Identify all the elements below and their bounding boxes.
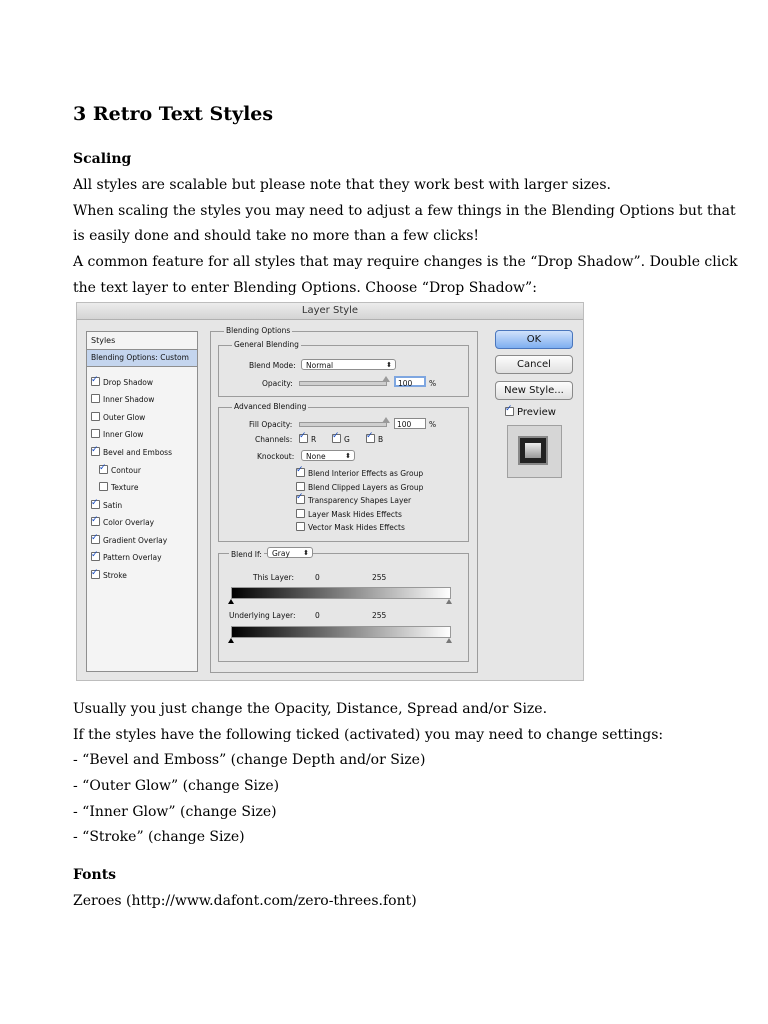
advanced-option-label: Transparency Shapes Layer <box>308 496 412 505</box>
underlying-white-handle[interactable] <box>446 638 452 643</box>
this-layer-black-handle[interactable] <box>228 599 234 604</box>
blending-options-item[interactable]: Blending Options: Custom <box>87 350 197 367</box>
style-item[interactable] <box>91 377 153 389</box>
blend-if-label: Blend If: <box>231 550 262 559</box>
bullet-item: - “Outer Glow” (change Size) <box>73 778 280 794</box>
style-item-checkbox[interactable] <box>91 517 100 526</box>
opacity-input[interactable]: 100 <box>394 376 426 387</box>
styles-header: Styles <box>87 332 197 350</box>
advanced-option[interactable] <box>296 468 423 478</box>
channel-r-checkbox[interactable] <box>299 434 308 443</box>
blend-mode-select[interactable] <box>301 359 396 370</box>
style-item[interactable] <box>91 447 172 459</box>
general-blending-legend: General Blending <box>234 340 299 349</box>
paragraph-3b: the text layer to enter Blending Options. Choose “Drop Shadow”: <box>73 280 537 296</box>
opacity-slider-thumb[interactable] <box>382 376 390 382</box>
preview-swatch <box>518 436 548 465</box>
style-item[interactable] <box>91 517 154 529</box>
cancel-button[interactable]: Cancel <box>495 355 573 374</box>
advanced-option[interactable] <box>296 495 411 505</box>
select-arrows-icon: ⬍ <box>345 452 351 460</box>
advanced-option-label: Layer Mask Hides Effects <box>308 509 402 519</box>
style-item-checkbox[interactable] <box>91 552 100 561</box>
channels-label: Channels: <box>255 435 293 444</box>
channel-g-label: G <box>344 435 350 444</box>
blending-options-legend: Blending Options <box>226 326 291 335</box>
paragraph-5: If the styles have the following ticked (activated) you may need to change settings: <box>73 727 664 743</box>
style-item-checkbox[interactable] <box>91 570 100 579</box>
paragraph-2b: is easily done and should take no more than a few clicks! <box>73 228 479 244</box>
bullet-item: - “Stroke” (change Size) <box>73 829 245 845</box>
style-item-label: Contour <box>111 466 141 475</box>
style-item[interactable] <box>99 465 141 477</box>
general-blending-group <box>218 345 469 397</box>
blend-if-value: Gray <box>272 549 290 558</box>
style-item-checkbox[interactable] <box>91 429 100 438</box>
fill-opacity-label: Fill Opacity: <box>249 420 293 429</box>
channel-g-checkbox[interactable] <box>332 434 341 443</box>
dialog-title: Layer Style <box>77 303 583 320</box>
style-item[interactable] <box>99 482 138 494</box>
style-item-label: Inner Glow <box>103 430 144 439</box>
preview-checkbox[interactable] <box>505 407 514 416</box>
advanced-option-checkbox[interactable] <box>296 509 305 518</box>
channel-r[interactable] <box>299 434 316 444</box>
advanced-option[interactable] <box>296 482 423 492</box>
channel-b-label: B <box>378 435 384 444</box>
advanced-option[interactable] <box>296 522 405 532</box>
style-item-label: Stroke <box>103 571 127 580</box>
style-item-label: Pattern Overlay <box>103 553 162 562</box>
style-item[interactable] <box>91 570 127 582</box>
knockout-select[interactable] <box>301 450 355 461</box>
underlying-black-handle[interactable] <box>228 638 234 643</box>
preview-label: Preview <box>517 407 556 418</box>
page-title: 3 Retro Text Styles <box>73 103 274 125</box>
this-layer-gradient[interactable] <box>231 587 451 599</box>
advanced-option-label: Vector Mask Hides Effects <box>308 523 405 532</box>
styles-panel <box>86 331 198 672</box>
opacity-percent: % <box>429 379 437 388</box>
style-item-label: Color Overlay <box>103 518 155 527</box>
paragraph-3a: A common feature for all styles that may require changes is the “Drop Shadow”. Double click <box>73 254 738 270</box>
advanced-option-label: Blend Interior Effects as Group <box>308 469 424 478</box>
new-style-button[interactable]: New Style... <box>495 381 573 400</box>
style-item-label: Inner Shadow <box>103 395 155 404</box>
blend-if-group <box>218 553 469 662</box>
this-layer-min: 0 <box>315 573 320 582</box>
blend-mode-value: Normal <box>306 361 334 370</box>
this-layer-white-handle[interactable] <box>446 599 452 604</box>
opacity-slider[interactable] <box>299 381 387 386</box>
layer-style-dialog <box>76 302 584 681</box>
style-item-checkbox[interactable] <box>99 482 108 491</box>
style-item[interactable] <box>91 412 145 424</box>
style-item[interactable] <box>91 535 167 547</box>
channel-g[interactable] <box>332 434 350 444</box>
paragraph-2a: When scaling the styles you may need to adjust a few things in the Blending Options but that <box>73 203 736 219</box>
ok-button[interactable]: OK <box>495 330 573 349</box>
select-arrows-icon: ⬍ <box>386 361 392 369</box>
bullet-item: - “Bevel and Emboss” (change Depth and/or Size) <box>73 752 426 768</box>
advanced-option-checkbox[interactable] <box>296 522 305 531</box>
fill-opacity-slider-thumb[interactable] <box>382 417 390 423</box>
style-item-checkbox[interactable] <box>91 535 100 544</box>
knockout-label: Knockout: <box>257 452 295 461</box>
underlying-layer-gradient[interactable] <box>231 626 451 638</box>
underlying-layer-max: 255 <box>372 611 387 620</box>
style-item[interactable] <box>91 429 143 441</box>
preview-toggle[interactable] <box>505 407 556 418</box>
fonts-line: Zeroes (http://www.dafont.com/zero-threes.font) <box>73 893 417 909</box>
advanced-option-checkbox[interactable] <box>296 468 305 477</box>
style-item-label: Gradient Overlay <box>103 536 168 545</box>
advanced-blending-legend: Advanced Blending <box>234 402 307 411</box>
fonts-heading: Fonts <box>73 867 117 883</box>
fill-opacity-slider[interactable] <box>299 422 387 427</box>
opacity-label: Opacity: <box>262 379 293 388</box>
advanced-option-checkbox[interactable] <box>296 495 305 504</box>
style-item[interactable] <box>91 394 154 406</box>
knockout-value: None <box>306 452 326 461</box>
preview-swatch-inner <box>525 443 541 458</box>
advanced-option[interactable] <box>296 509 402 519</box>
blend-mode-label: Blend Mode: <box>249 361 296 370</box>
style-item-label: Satin <box>103 501 123 510</box>
advanced-option-label: Blend Clipped Layers as Group <box>308 482 424 492</box>
bullet-item: - “Inner Glow” (change Size) <box>73 804 277 820</box>
fill-opacity-input[interactable]: 100 <box>394 418 426 429</box>
scaling-heading: Scaling <box>73 151 132 167</box>
style-item-label: Outer Glow <box>103 413 146 422</box>
style-item-label: Bevel and Emboss <box>103 448 172 457</box>
underlying-layer-label: Underlying Layer: <box>229 611 296 620</box>
underlying-layer-min: 0 <box>315 611 320 620</box>
style-item[interactable] <box>91 500 122 512</box>
channel-b[interactable] <box>366 434 383 444</box>
advanced-option-checkbox[interactable] <box>296 482 305 491</box>
style-preview-thumbnail <box>507 425 562 478</box>
style-item-checkbox[interactable] <box>91 412 100 421</box>
this-layer-max: 255 <box>372 573 387 582</box>
select-arrows-icon: ⬍ <box>303 549 309 557</box>
blend-if-select[interactable] <box>267 547 313 558</box>
paragraph-4: Usually you just change the Opacity, Distance, Spread and/or Size. <box>73 701 548 717</box>
style-item-checkbox[interactable] <box>91 394 100 403</box>
style-item-checkbox[interactable] <box>91 500 100 509</box>
style-item-label: Texture <box>111 483 139 492</box>
style-item-checkbox[interactable] <box>99 465 108 474</box>
style-item[interactable] <box>91 552 162 564</box>
paragraph-1: All styles are scalable but please note that they work best with larger sizes. <box>73 177 611 193</box>
style-item-label: Drop Shadow <box>103 378 154 387</box>
style-item-checkbox[interactable] <box>91 377 100 386</box>
fill-opacity-percent: % <box>429 420 437 429</box>
this-layer-label: This Layer: <box>253 573 295 582</box>
channel-r-label: R <box>311 435 317 444</box>
style-item-checkbox[interactable] <box>91 447 100 456</box>
channel-b-checkbox[interactable] <box>366 434 375 443</box>
